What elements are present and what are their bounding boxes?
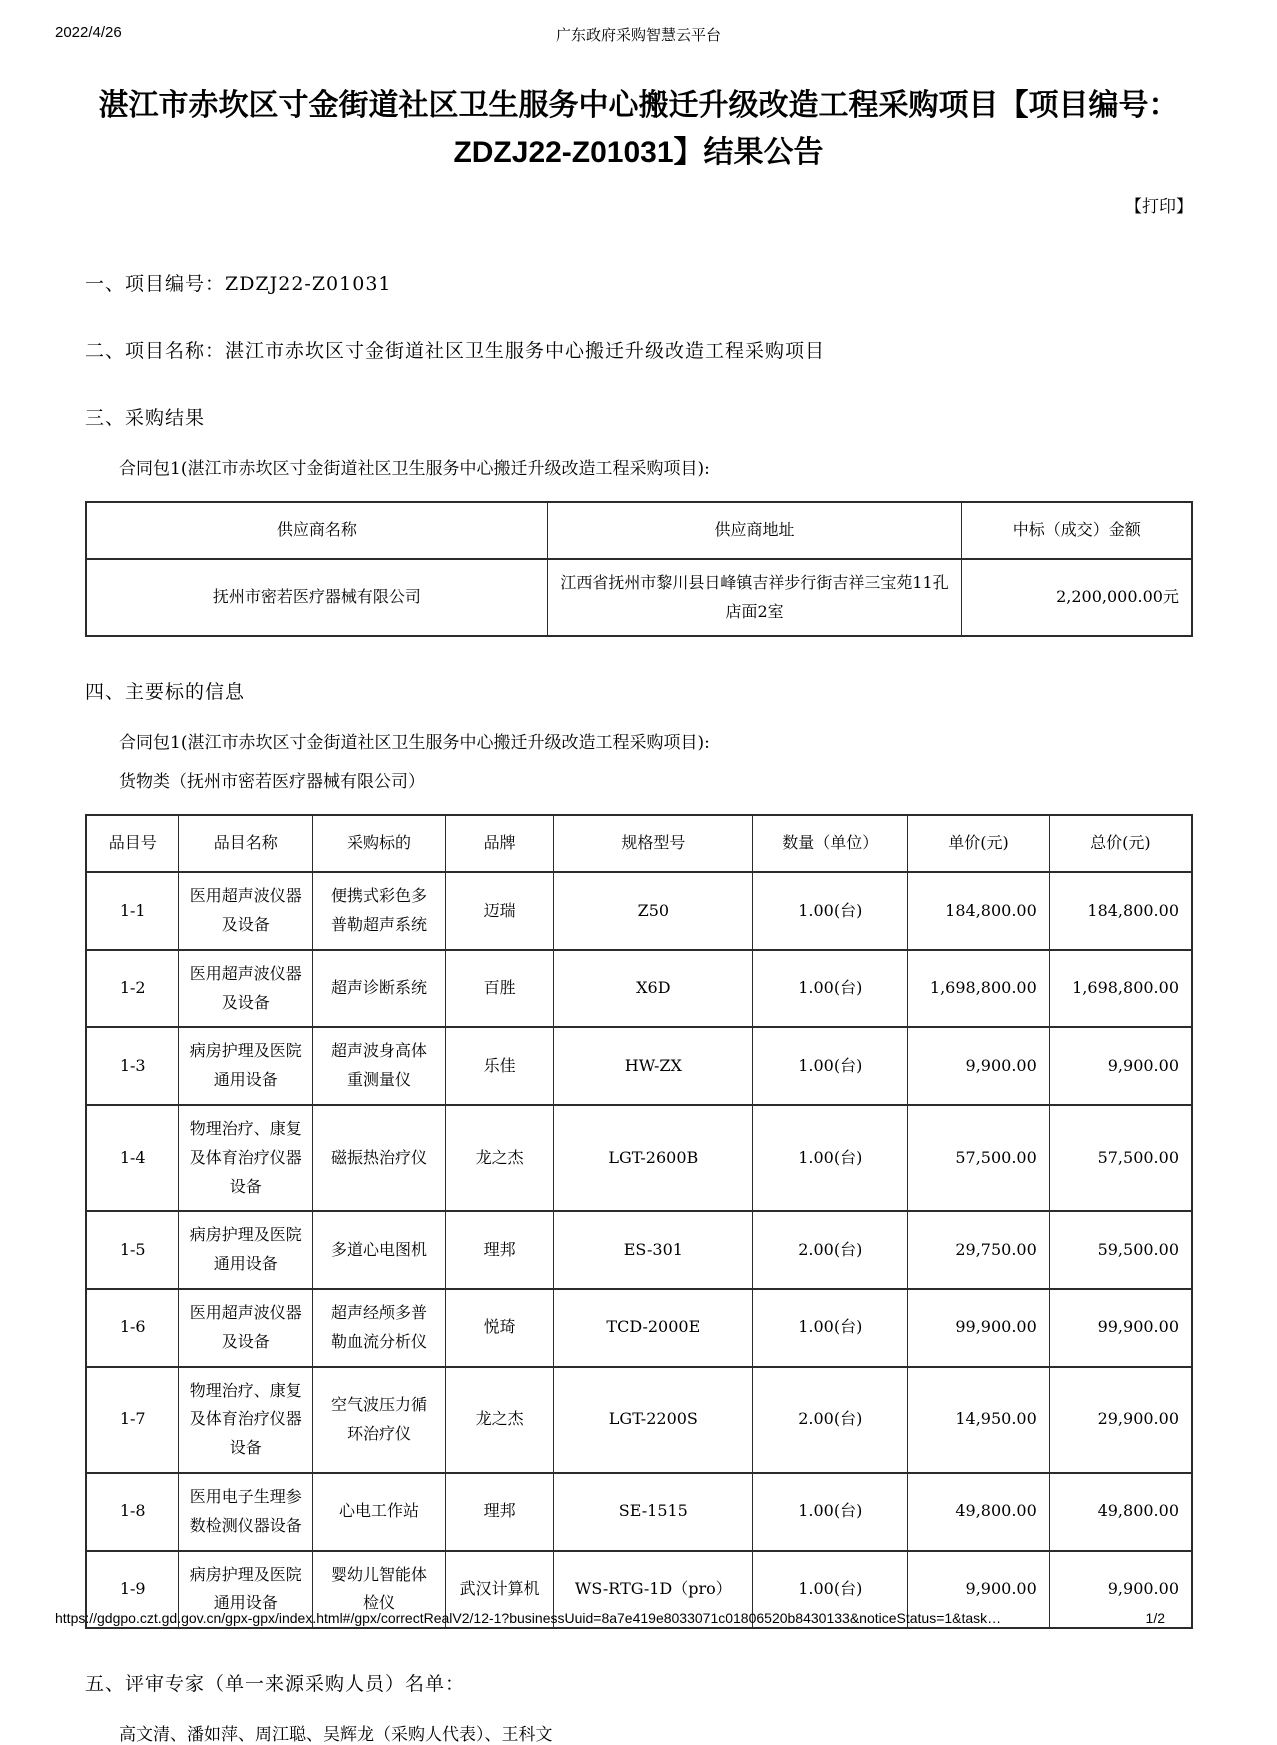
table-row (86, 1367, 1192, 1473)
table-cell: 龙之杰 (445, 1367, 553, 1473)
table-cell: 184,800.00 (908, 872, 1050, 950)
table-cell: 1-2 (86, 950, 179, 1028)
table-cell: 乐佳 (445, 1027, 553, 1105)
table-cell: 9,900.00 (908, 1027, 1050, 1105)
table-row (86, 1289, 1192, 1367)
table-cell: ES-301 (554, 1211, 753, 1289)
supplier-result-table (85, 501, 1193, 637)
table-row (86, 950, 1192, 1028)
table-cell: 抚州市密若医疗器械有限公司 (86, 559, 547, 637)
print-button[interactable]: 【打印】 (1125, 197, 1193, 217)
section-main-subject-info: 四、主要标的信息 (85, 681, 246, 704)
table-cell: WS-RTG-1D（pro） (554, 1551, 753, 1629)
table-cell: 理邦 (445, 1211, 553, 1289)
section-procurement-result: 三、采购结果 (85, 407, 206, 429)
column-header: 品目号 (86, 815, 179, 872)
table-cell: 99,900.00 (1049, 1289, 1192, 1367)
table-cell: 2.00(台) (753, 1367, 908, 1473)
table-cell: 婴幼儿智能体检仪 (313, 1551, 446, 1629)
table-cell: 病房护理及医院通用设备 (179, 1551, 313, 1629)
table-cell: 1.00(台) (753, 1473, 908, 1551)
table-cell: 1-8 (86, 1473, 179, 1551)
table-row (86, 1027, 1192, 1105)
table-cell: 9,900.00 (908, 1551, 1050, 1629)
table-cell: 磁振热治疗仪 (313, 1105, 446, 1211)
print-footer (0, 1610, 1277, 1626)
table-cell: 9,900.00 (1049, 1551, 1192, 1629)
table-row (86, 1105, 1192, 1211)
table-cell: HW-ZX (554, 1027, 753, 1105)
column-header: 总价(元) (1049, 815, 1192, 872)
table-cell: 物理治疗、康复及体育治疗仪器设备 (179, 1367, 313, 1473)
footer-url: https://gdgpo.czt.gd.gov.cn/gpx-gpx/index.html#/gpx/correctRealV2/12-1?businessUuid=8a7e419e8033071c01806520b8430133&noticeStatus=1&task… (55, 1610, 1002, 1626)
table-cell: 99,900.00 (908, 1289, 1050, 1367)
table-cell: 1.00(台) (753, 1105, 908, 1211)
section-review-experts: 五、评审专家（单一来源采购人员）名单： (85, 1673, 466, 1696)
table-cell: 医用电子生理参数检测仪器设备 (179, 1473, 313, 1551)
table-cell: LGT-2600B (554, 1105, 753, 1211)
table-row (86, 1211, 1192, 1289)
column-header: 品牌 (445, 815, 553, 872)
table-cell: 龙之杰 (445, 1105, 553, 1211)
site-title: 广东政府采购智慧云平台 (555, 27, 721, 44)
items-table (85, 814, 1193, 1629)
table-cell: 医用超声波仪器及设备 (179, 872, 313, 950)
table-cell: LGT-2200S (554, 1367, 753, 1473)
table-cell: 超声诊断系统 (313, 950, 446, 1028)
table-cell: 2,200,000.00元 (962, 559, 1192, 637)
table-cell: 9,900.00 (1049, 1027, 1192, 1105)
table-cell: 1.00(台) (753, 1027, 908, 1105)
table-header-row (86, 502, 1192, 559)
table-cell: 29,900.00 (1049, 1367, 1192, 1473)
table-cell: 1-4 (86, 1105, 179, 1211)
table-cell: 1.00(台) (753, 950, 908, 1028)
column-header: 单价(元) (908, 815, 1050, 872)
table-row (86, 872, 1192, 950)
table-cell: 超声经颅多普勒血流分析仪 (313, 1289, 446, 1367)
table-cell: 184,800.00 (1049, 872, 1192, 950)
table-cell: 迈瑞 (445, 872, 553, 950)
table-cell: 1.00(台) (753, 1289, 908, 1367)
column-header: 供应商名称 (86, 502, 547, 559)
table-row (86, 559, 1192, 637)
table-cell: 1.00(台) (753, 872, 908, 950)
table-cell: 百胜 (445, 950, 553, 1028)
table-cell: 医用超声波仪器及设备 (179, 950, 313, 1028)
table-cell: 1,698,800.00 (1049, 950, 1192, 1028)
table-row (86, 1473, 1192, 1551)
column-header: 采购标的 (313, 815, 446, 872)
table-cell: 49,800.00 (908, 1473, 1050, 1551)
table-cell: 1-7 (86, 1367, 179, 1473)
column-header: 供应商地址 (547, 502, 962, 559)
table-cell: 超声波身高体重测量仪 (313, 1027, 446, 1105)
table-cell: 2.00(台) (753, 1211, 908, 1289)
table-cell: Z50 (554, 872, 753, 950)
table-cell: 1-1 (86, 872, 179, 950)
column-header: 品目名称 (179, 815, 313, 872)
table-cell: 理邦 (445, 1473, 553, 1551)
table-cell: 病房护理及医院通用设备 (179, 1027, 313, 1105)
print-row (0, 192, 1277, 217)
table-cell: 江西省抚州市黎川县日峰镇吉祥步行街吉祥三宝苑11孔店面2室 (547, 559, 962, 637)
table-cell: 29,750.00 (908, 1211, 1050, 1289)
section-project-name: 二、项目名称：湛江市赤坎区寸金街道社区卫生服务中心搬迁升级改造工程采购项目 (85, 340, 826, 362)
table-cell: SE-1515 (554, 1473, 753, 1551)
section-project-number: 一、项目编号：ZDZJ22-Z01031 (85, 273, 392, 295)
expert-names: 高文清、潘如萍、周江聪、吴辉龙（采购人代表）、王科文 (119, 1725, 553, 1745)
column-header: 规格型号 (554, 815, 753, 872)
table-cell: X6D (554, 950, 753, 1028)
table-cell: 1.00(台) (753, 1551, 908, 1629)
document-content (0, 269, 1277, 1745)
column-header: 中标（成交）金额 (962, 502, 1192, 559)
table-cell: 便携式彩色多普勒超声系统 (313, 872, 446, 950)
page-indicator: 1/2 (1145, 1610, 1165, 1626)
print-date: 2022/4/26 (55, 24, 122, 41)
subject-package-line: 合同包1(湛江市赤坎区寸金街道社区卫生服务中心搬迁升级改造工程采购项目): (119, 733, 710, 754)
table-cell: 物理治疗、康复及体育治疗仪器设备 (179, 1105, 313, 1211)
table-cell: 14,950.00 (908, 1367, 1050, 1473)
table-cell: 病房护理及医院通用设备 (179, 1211, 313, 1289)
table-cell: 57,500.00 (908, 1105, 1050, 1211)
table-cell: 57,500.00 (1049, 1105, 1192, 1211)
table-cell: 空气波压力循环治疗仪 (313, 1367, 446, 1473)
table-cell: 心电工作站 (313, 1473, 446, 1551)
table-cell: 59,500.00 (1049, 1211, 1192, 1289)
table-cell: 1-9 (86, 1551, 179, 1629)
table-cell: 1-3 (86, 1027, 179, 1105)
print-header (0, 0, 1277, 45)
table-cell: 1-6 (86, 1289, 179, 1367)
table-cell: 多道心电图机 (313, 1211, 446, 1289)
table-cell: TCD-2000E (554, 1289, 753, 1367)
table-cell: 1,698,800.00 (908, 950, 1050, 1028)
subject-category-line: 货物类（抚州市密若医疗器械有限公司） (119, 772, 425, 793)
result-package-line: 合同包1(湛江市赤坎区寸金街道社区卫生服务中心搬迁升级改造工程采购项目): (119, 459, 710, 479)
table-cell: 武汉计算机 (445, 1551, 553, 1629)
table-cell: 医用超声波仪器及设备 (179, 1289, 313, 1367)
table-cell: 1-5 (86, 1211, 179, 1289)
page-title: 湛江市赤坎区寸金街道社区卫生服务中心搬迁升级改造工程采购项目【项目编号：ZDZJ22-Z01031】结果公告 (98, 89, 1179, 169)
table-header-row (86, 815, 1192, 872)
table-cell: 49,800.00 (1049, 1473, 1192, 1551)
column-header: 数量（单位） (753, 815, 908, 872)
table-cell: 悦琦 (445, 1289, 553, 1367)
